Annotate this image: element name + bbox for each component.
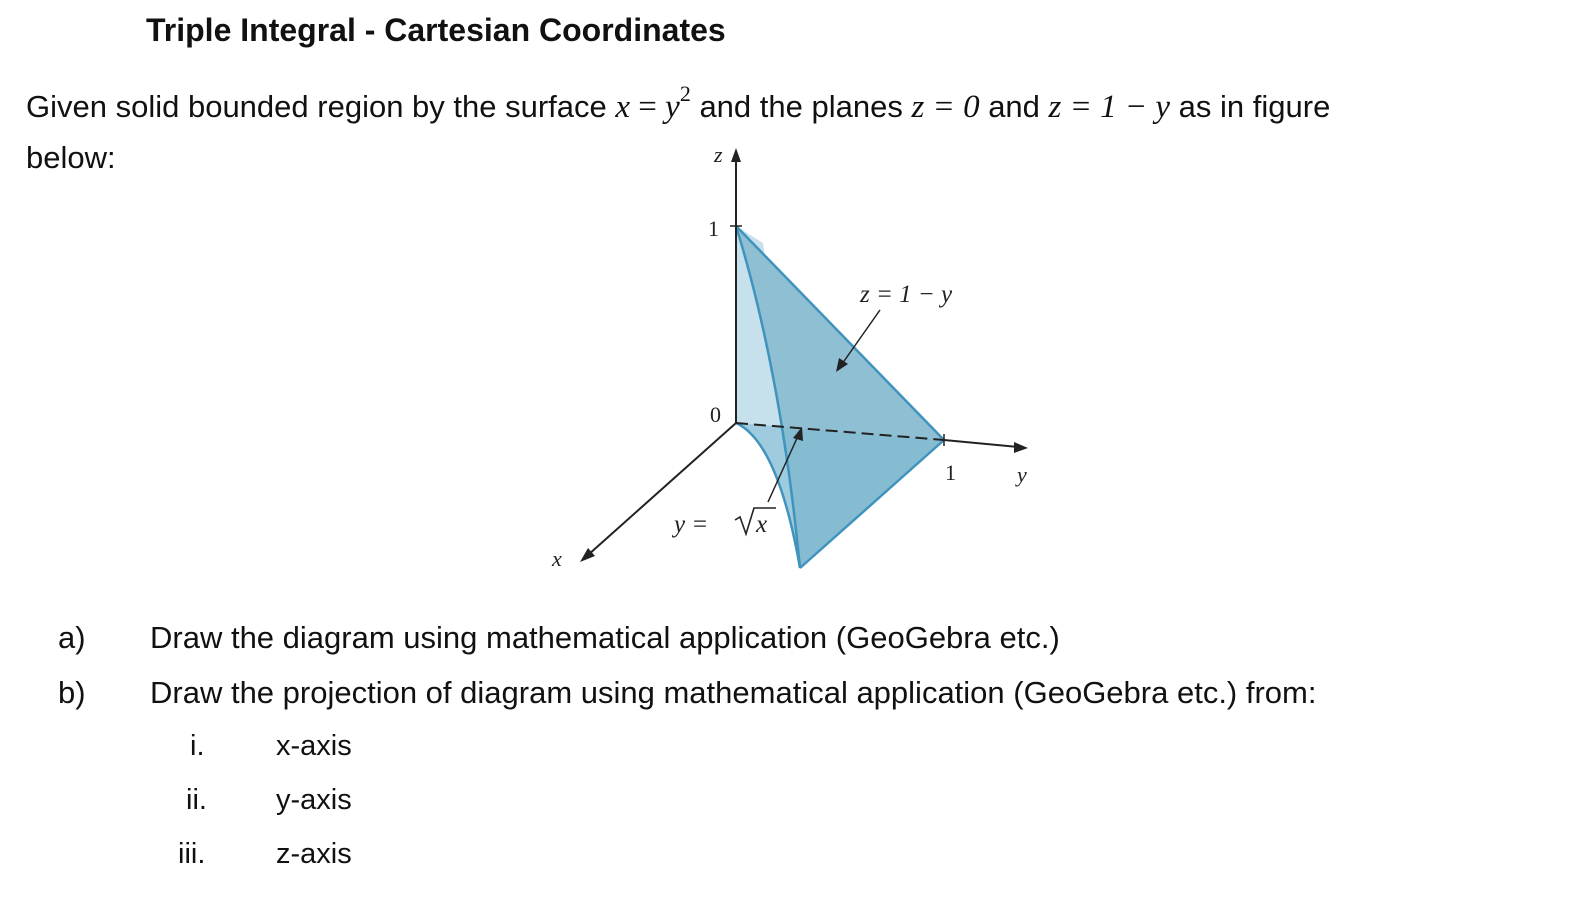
subitem-ii-text: y-axis: [276, 784, 352, 816]
question-b-text: Draw the projection of diagram using mathematical application (GeoGebra etc.) from:: [150, 675, 1317, 710]
intro-text-mid: and the planes: [690, 89, 912, 124]
solid-region-figure: [530, 140, 1050, 580]
surface-equation: [615, 81, 691, 125]
curve-label-radicand: x: [756, 511, 768, 538]
tick-origin: 0: [710, 402, 721, 427]
question-a-text: Draw the diagram using mathematical application (GeoGebra etc.): [150, 620, 1060, 655]
x-axis: [588, 423, 736, 555]
y-axis-label: y: [1017, 462, 1027, 487]
subitem-i-text: x-axis: [276, 730, 352, 762]
intro-continuation: below:: [26, 140, 116, 175]
plane-equation-label: z = 1 − y: [860, 281, 953, 308]
plane-one: z = 0: [911, 89, 980, 125]
front-face: [736, 423, 944, 568]
tick-y-one: 1: [945, 460, 956, 485]
surface-exponent: 2: [679, 81, 691, 106]
subitem-ii-marker: ii.: [186, 784, 207, 816]
curve-label-lhs: y =: [674, 511, 709, 538]
subitem-i-marker: i.: [190, 730, 205, 762]
page-title: Triple Integral - Cartesian Coordinates: [146, 12, 726, 48]
question-b-marker: b): [58, 675, 86, 710]
x-axis-label: x: [552, 546, 562, 571]
intro-text-after: as in figure: [1170, 89, 1331, 124]
subitem-iii-marker: iii.: [178, 838, 206, 870]
tick-z-one: 1: [708, 216, 719, 241]
intro-text-before: Given solid bounded region by the surface: [26, 89, 616, 124]
y-axis: [944, 440, 1018, 447]
surface-equals: =: [630, 89, 666, 125]
problem-statement: [26, 74, 1330, 131]
plane-two: z = 1 − y: [1048, 89, 1171, 125]
y-axis-arrowhead: [1014, 442, 1028, 453]
intro-and: and: [979, 89, 1049, 124]
question-a-marker: a): [58, 620, 86, 655]
subitem-iii-text: z-axis: [276, 838, 352, 870]
z-axis-arrowhead: [731, 148, 741, 162]
surface-lhs: x: [615, 89, 631, 125]
surface-rhs: y: [665, 89, 680, 125]
z-axis-label: z: [714, 142, 723, 167]
